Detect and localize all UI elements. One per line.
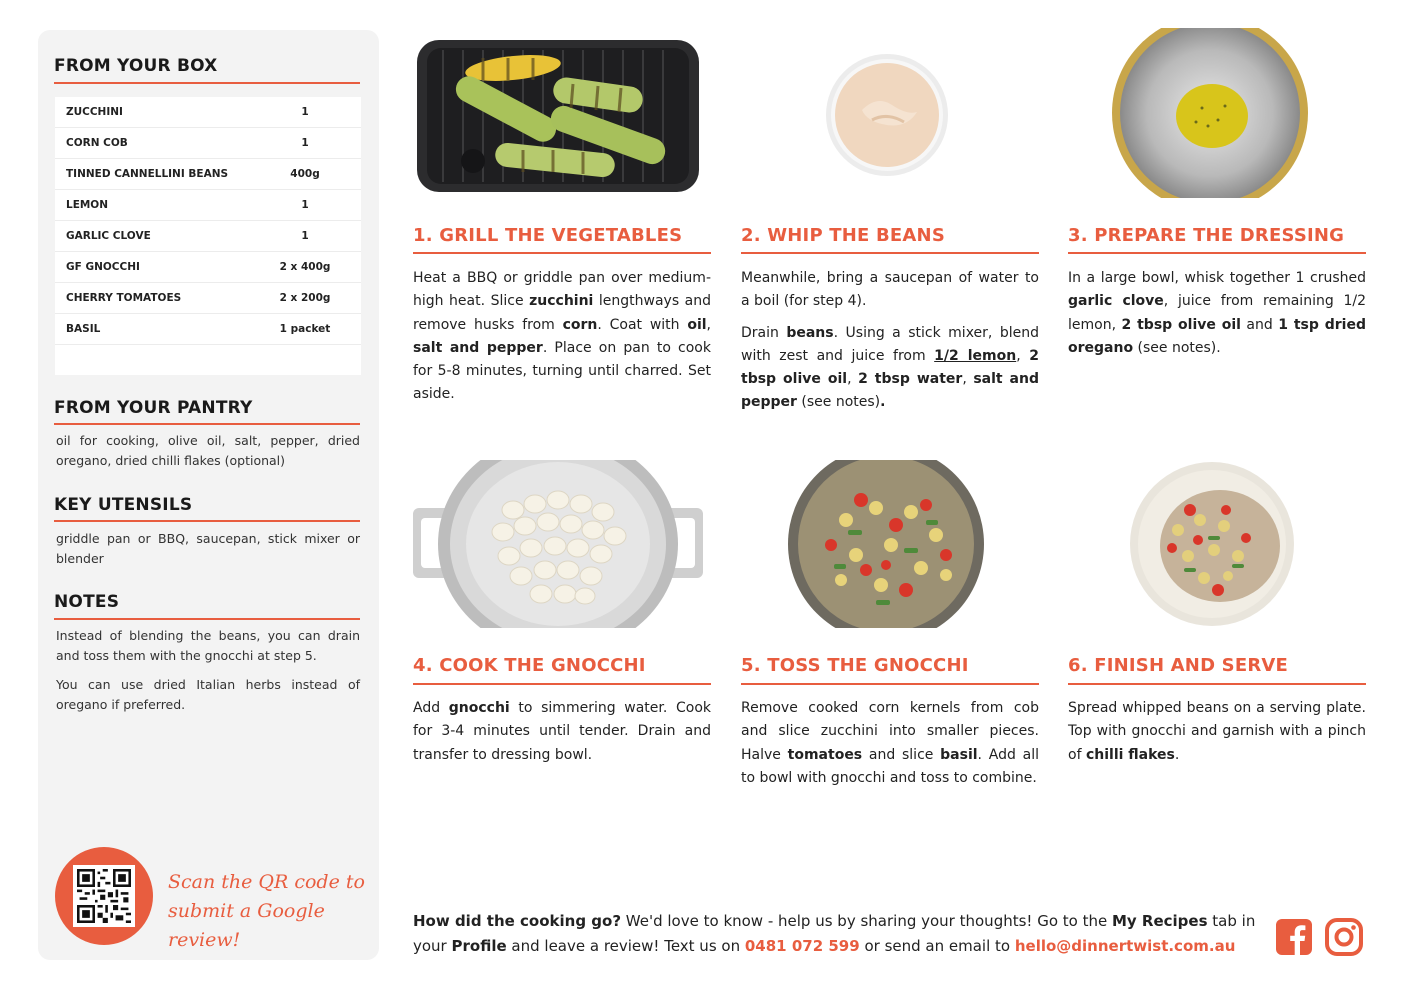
ingredient-name: LEMON bbox=[66, 199, 109, 211]
step-3-title: 3. PREPARE THE DRESSING bbox=[1068, 225, 1345, 246]
table-row bbox=[55, 314, 361, 345]
ingredient-qty: 2 x 400g bbox=[279, 261, 331, 273]
step-paragraph: Drain beans. Using a stick mixer, blend with zest and juice from 1/2 lemon, 2 tbsp olive oil, 2 tbsp water, salt and pepper (see notes). bbox=[741, 324, 1040, 411]
gnocchi-colander-image bbox=[413, 460, 703, 628]
qr-badge bbox=[55, 847, 153, 945]
ingredient-name: CORN COB bbox=[66, 137, 128, 149]
ingredient-qty: 400g bbox=[290, 168, 320, 180]
notes-rule bbox=[54, 618, 360, 620]
ingredient-qty: 1 bbox=[301, 230, 309, 242]
qr-caption-line1: Scan the QR code to bbox=[168, 871, 365, 893]
ingredient-qty: 1 bbox=[301, 106, 309, 118]
ingredient-qty: 1 packet bbox=[279, 323, 331, 335]
step-3-body bbox=[1068, 267, 1366, 360]
step-1-title: 1. GRILL THE VEGETABLES bbox=[413, 225, 683, 246]
qr-caption-line2: submit a Google review! bbox=[168, 900, 325, 951]
step-paragraph: Meanwhile, bring a saucepan of water to a boil (for step 4). bbox=[741, 270, 1039, 310]
table-row bbox=[55, 97, 361, 128]
ingredient-name: GF GNOCCHI bbox=[66, 261, 140, 273]
step-6-title: 6. FINISH AND SERVE bbox=[1068, 655, 1289, 676]
step-2-rule bbox=[741, 252, 1039, 254]
step-4-title: 4. COOK THE GNOCCHI bbox=[413, 655, 646, 676]
feedback-footer: How did the cooking go? We'd love to know - help us by sharing your thoughts! Go to the My Recipes tab in your Profile and leave a review! Text us on 0481 072 599 or send an email to hello@dinnertwist.com.au bbox=[413, 912, 1256, 955]
facebook-icon[interactable] bbox=[1275, 918, 1313, 956]
box-title-rule bbox=[54, 82, 360, 84]
step-1-body bbox=[413, 267, 711, 407]
utensils-rule bbox=[54, 520, 360, 522]
step-paragraph: Add gnocchi to simmering water. Cook for 3-4 minutes until tender. Drain and transfer to dressing bowl. bbox=[413, 700, 711, 763]
finished-plate-image bbox=[1128, 460, 1296, 628]
table-row bbox=[55, 128, 361, 159]
pantry-rule bbox=[54, 423, 360, 425]
grilled-vegetables-image bbox=[413, 36, 703, 196]
table-row bbox=[55, 221, 361, 252]
step-2-title: 2. WHIP THE BEANS bbox=[741, 225, 945, 246]
ingredients-sidebar bbox=[38, 30, 379, 960]
ingredient-name: CHERRY TOMATOES bbox=[66, 292, 182, 304]
utensils-text: griddle pan or BBQ, saucepan, stick mixer or blender bbox=[56, 531, 360, 566]
instagram-icon[interactable] bbox=[1325, 918, 1363, 956]
ingredient-name: TINNED CANNELLINI BEANS bbox=[66, 168, 229, 180]
whipped-beans-image bbox=[822, 50, 952, 180]
notes-title: NOTES bbox=[54, 592, 120, 612]
step-paragraph: Remove cooked corn kernels from cob and slice zucchini into smaller pieces. Halve tomatoes and slice basil. Add all to bowl with gnocchi and toss to combine. bbox=[741, 700, 1039, 786]
step-6-rule bbox=[1068, 683, 1366, 685]
step-paragraph: Heat a BBQ or griddle pan over medium-high heat. Slice zucchini lengthways and remove husks from corn. Coat with oil, salt and pepper. Place on pan to cook for 5-8 minutes, turning until charred. Set aside. bbox=[413, 270, 711, 403]
step-paragraph: Spread whipped beans on a serving plate. Top with gnocchi and garnish with a pinch of chilli flakes. bbox=[1068, 700, 1366, 763]
step-1-rule bbox=[413, 252, 711, 254]
note-2: You can use dried Italian herbs instead of oregano if preferred. bbox=[56, 677, 360, 712]
qr-caption bbox=[168, 868, 368, 955]
ingredient-name: BASIL bbox=[66, 323, 101, 335]
tossed-gnocchi-image bbox=[786, 460, 986, 628]
pantry-text: oil for cooking, olive oil, salt, pepper, dried oregano, dried chilli flakes (optional) bbox=[56, 433, 360, 468]
step-6-body bbox=[1068, 697, 1366, 767]
dressing-bowl-image bbox=[1110, 28, 1310, 198]
note-1: Instead of blending the beans, you can drain and toss them with the gnocchi at step 5. bbox=[56, 628, 360, 663]
pantry-title: FROM YOUR PANTRY bbox=[54, 398, 253, 418]
step-4-body bbox=[413, 697, 711, 767]
step-3-rule bbox=[1068, 252, 1366, 254]
ingredient-name: ZUCCHINI bbox=[66, 106, 123, 118]
ingredient-qty: 1 bbox=[301, 137, 309, 149]
table-row bbox=[55, 252, 361, 283]
box-title: FROM YOUR BOX bbox=[54, 56, 218, 76]
box-ingredient-table bbox=[55, 97, 361, 375]
step-5-rule bbox=[741, 683, 1039, 685]
qr-code-icon bbox=[77, 869, 131, 923]
step-5-body bbox=[741, 697, 1039, 790]
step-paragraph: In a large bowl, whisk together 1 crushed garlic clove, juice from remaining 1/2 lemon, 2 tbsp olive oil and 1 tsp dried oregano (see notes). bbox=[1068, 270, 1366, 356]
step-5-title: 5. TOSS THE GNOCCHI bbox=[741, 655, 969, 676]
qr-code[interactable] bbox=[73, 865, 135, 927]
utensils-title: KEY UTENSILS bbox=[54, 495, 193, 515]
ingredient-qty: 1 bbox=[301, 199, 309, 211]
ingredient-qty: 2 x 200g bbox=[279, 292, 331, 304]
step-4-rule bbox=[413, 683, 711, 685]
table-row bbox=[55, 190, 361, 221]
table-row bbox=[55, 283, 361, 314]
table-row bbox=[55, 159, 361, 190]
step-2-body bbox=[741, 267, 1039, 415]
ingredient-name: GARLIC CLOVE bbox=[66, 230, 151, 242]
